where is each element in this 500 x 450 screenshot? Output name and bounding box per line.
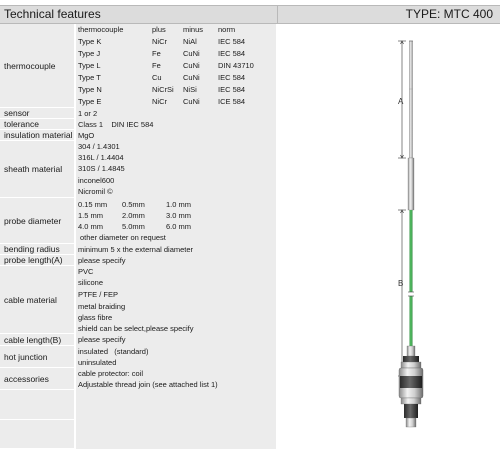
cable-material-item: shield can be select,please specify (78, 324, 194, 333)
value-empty (76, 420, 276, 450)
type-l-plus: Fe (152, 61, 161, 70)
diameter-option: 1.5 mm (78, 211, 104, 220)
cable-material-item: glass fibre (78, 313, 113, 322)
label-thermocouple: thermocouple (0, 24, 74, 108)
diameter-option: 3.0 mm (166, 211, 192, 220)
type-t-minus: CuNi (183, 73, 200, 82)
type-label: TYPE: MTC 400 (405, 7, 493, 21)
value-empty (76, 390, 276, 421)
diameter-option: 0.5mm (122, 200, 145, 209)
type-n: Type N (78, 85, 102, 94)
cable-material-item: PVC (78, 267, 94, 276)
type-k: Type K (78, 37, 102, 46)
sensor-value: 1 or 2 (78, 109, 98, 118)
type-k-plus: NiCr (152, 37, 167, 46)
thermocouple-drawing (278, 24, 500, 449)
tolerance-value: Class 1 DIN IEC 584 (78, 120, 154, 129)
value-cable-material (76, 266, 276, 335)
sheath-item: 316L / 1.4404 (78, 153, 124, 162)
accessories-item: Adjustable thread join (see attached list 1) (78, 380, 218, 389)
sheath-item: 304 / 1.4301 (78, 142, 120, 151)
value-sheath (76, 141, 276, 199)
label-bending: bending radius (0, 244, 74, 255)
type-e-norm: ICE 584 (218, 97, 246, 106)
header-bar (0, 5, 500, 24)
col-thermocouple: thermocouple (78, 25, 124, 34)
cable-length-value: please specify (78, 335, 126, 344)
probe-sheath (409, 41, 413, 158)
sheath-item: inconel600 (78, 176, 115, 185)
value-thermocouple (76, 24, 276, 109)
type-k-minus: NiAl (183, 37, 197, 46)
type-e-plus: NiCr (152, 97, 167, 106)
diameter-option: 1.0 mm (166, 200, 192, 209)
transition-sleeve (408, 158, 414, 210)
label-cable-material: cable material (0, 266, 74, 334)
dimension-b-label: B (398, 279, 404, 288)
probe-length-value: please specify (78, 256, 126, 265)
diameter-option: 4.0 mm (78, 222, 104, 231)
type-j-minus: CuNi (183, 49, 200, 58)
type-j-plus: Fe (152, 49, 161, 58)
type-n-plus: NiCrSi (152, 85, 174, 94)
value-hot-junction (76, 346, 276, 369)
cable-material-item: PTFE / FEP (78, 290, 119, 299)
bending-value: minimum 5 x the external diameter (78, 245, 194, 254)
type-e: Type E (78, 97, 102, 106)
connector (399, 346, 423, 427)
dimension-b (398, 210, 406, 376)
cable-material-item: silicone (78, 278, 104, 287)
type-e-minus: CuNi (183, 97, 200, 106)
type-j-norm: IEC 584 (218, 49, 246, 58)
col-minus: minus (183, 25, 204, 34)
diameter-option: 6.0 mm (166, 222, 192, 231)
value-probe-diameter (76, 198, 276, 245)
page-title: Technical features (4, 7, 101, 21)
cable (408, 210, 414, 346)
dimension-a-label: A (398, 97, 404, 106)
label-probe-length: probe length(A) (0, 255, 74, 266)
type-j: Type J (78, 49, 101, 58)
type-t: Type T (78, 73, 101, 82)
label-cable-length: cable length(B) (0, 334, 74, 346)
header-divider (277, 6, 278, 23)
label-tolerance: tolerance (0, 119, 74, 130)
sheath-item: 310S / 1.4845 (78, 164, 125, 173)
label-empty (0, 420, 74, 449)
label-hot-junction: hot junction (0, 346, 74, 368)
type-t-plus: Cu (152, 73, 162, 82)
label-probe-diameter: probe diameter (0, 198, 74, 244)
insulation-value: MgO (78, 131, 95, 140)
type-l-norm: DIN 43710 (218, 61, 254, 70)
diameter-option: 5.0mm (122, 222, 145, 231)
sheath-item: Nicromil © (78, 187, 113, 196)
type-n-norm: IEC 584 (218, 85, 246, 94)
type-l: Type L (78, 61, 101, 70)
type-n-minus: NiSi (183, 85, 197, 94)
hot-junction-item: uninsulated (78, 358, 117, 367)
hot-junction-item: insulated (standard) (78, 347, 149, 356)
diameter-option: 2.0mm (122, 211, 145, 220)
type-k-norm: IEC 584 (218, 37, 246, 46)
diameter-note: other diameter on request (80, 233, 166, 242)
accessories-item: cable protector: coil (78, 369, 144, 378)
col-norm: norm (218, 25, 236, 34)
diameter-option: 0.15 mm (78, 200, 108, 209)
label-sensor: sensor (0, 108, 74, 119)
label-accessories: accessories (0, 368, 74, 390)
label-empty (0, 390, 74, 420)
type-l-minus: CuNi (183, 61, 200, 70)
label-sheath: sheath material (0, 141, 74, 198)
label-insulation: insulation material (0, 130, 74, 141)
value-accessories (76, 368, 276, 391)
type-t-norm: IEC 584 (218, 73, 246, 82)
col-plus: plus (152, 25, 166, 34)
cable-material-item: metal braiding (78, 302, 126, 311)
